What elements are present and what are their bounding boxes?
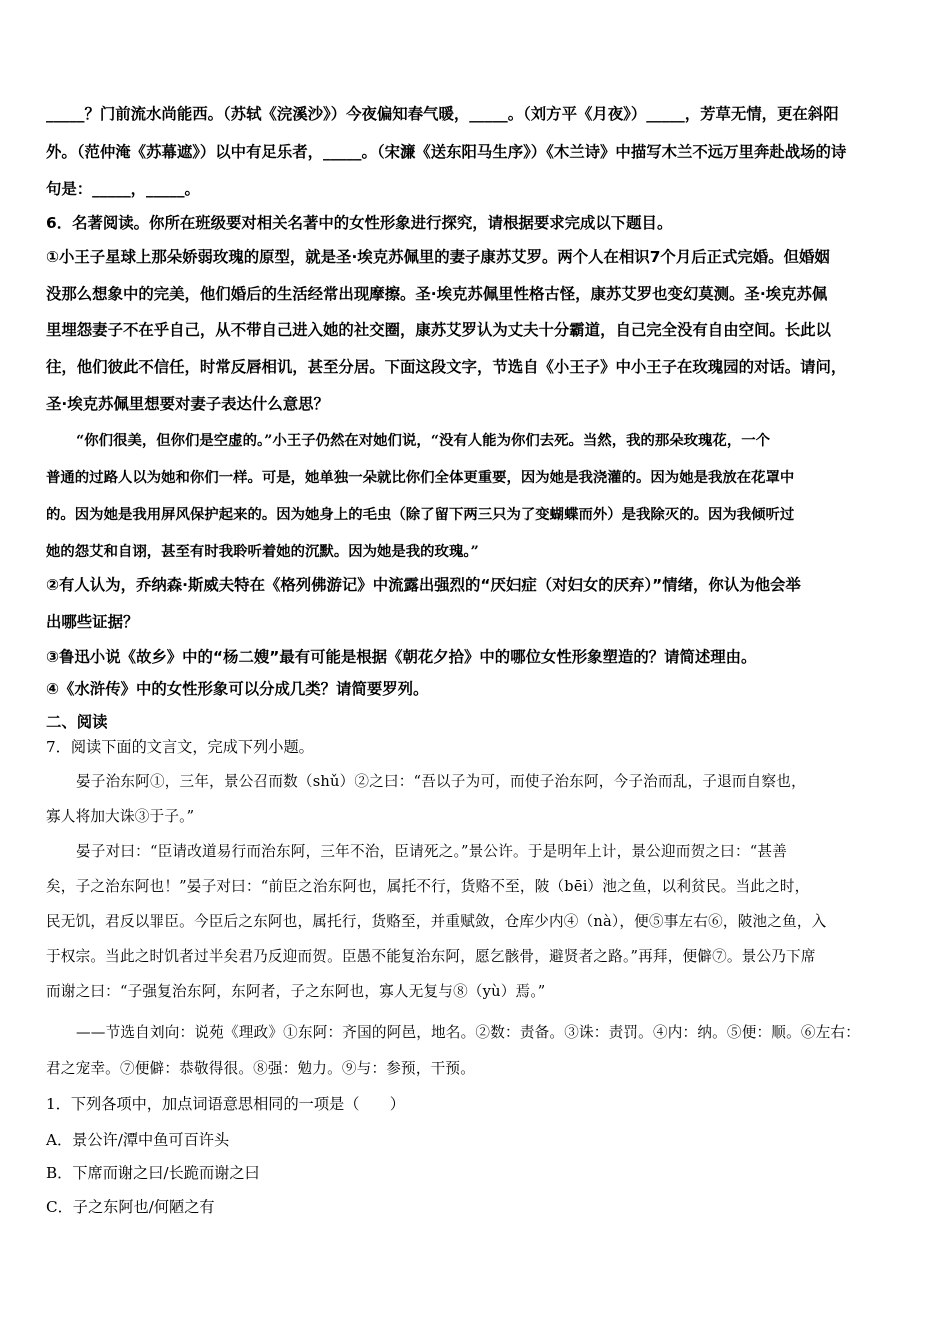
section-heading: 二、阅读 xyxy=(46,713,108,731)
notes-line: ——节选自刘向：说苑《理政》①东阿：齐国的阿邑，地名。②数：责备。③诛：责罚。④内：纳。⑤便：顺。⑥左右： xyxy=(76,1024,861,1041)
q6-p1-line: 里埋怨妻子不在乎自己，从不带自己进入她的社交圈，康苏艾罗认为丈夫十分霸道，自己完全没有自由空间。长此以 xyxy=(46,321,831,339)
q6-p1-line: ①小王子星球上那朵娇弱玫瑰的原型，就是圣·埃克苏佩里的妻子康苏艾罗。两个人在相识7个月后正式完婚。但婚姻 xyxy=(46,248,830,266)
passage-line: 晏子对曰：“臣请改道易行而治东阿，三年不治，臣请死之。”景公许。于是明年上计，景公迎而贺之曰：“甚善 xyxy=(76,843,787,860)
passage-line: 于权宗。当此之时饥者过半矣君乃反迎而贺。臣愚不能复治东阿，愿乞骸骨，避贤者之路。”再拜，便僻⑦。景公乃下席 xyxy=(46,948,816,965)
passage-line: 晏子治东阿①，三年，景公召而数（shǔ）②之曰：“吾以子为可，而使子治东阿，今子治而乱，子退而自察也， xyxy=(76,773,806,790)
notes-line: 君之宠幸。⑦便僻：恭敬得很。⑧强：勉力。⑨与：参预，干预。 xyxy=(46,1060,476,1077)
passage-line: 寡人将加大诛③于子。” xyxy=(46,808,195,825)
passage-line: 矣，子之治东阿也！”晏子对曰：“前臣之治东阿也，属托不行，货赂不至，陂（bēi）池之鱼，以利贫民。当此之时， xyxy=(46,878,810,895)
q6-p1-line: 往，他们彼此不信任，时常反唇相讥，甚至分居。下面这段文字，节选自《小王子》中小王子在玫瑰园的对话。请问， xyxy=(46,358,847,376)
q6-p1-line: 没那么想象中的完美，他们婚后的生活经常出现摩擦。圣·埃克苏佩里性格古怪，康苏艾罗也变幻莫测。圣·埃克苏佩 xyxy=(46,285,828,303)
q5-line-3: 句是：_____，_____。 xyxy=(46,180,200,198)
sub-question-1: 1．下列各项中，加点词语意思相同的一项是（ ） xyxy=(46,1095,405,1113)
q6-title: 6．名著阅读。你所在班级要对相关名著中的女性形象进行探究，请根据要求完成以下题目。 xyxy=(46,214,673,232)
q6-p2-line: ②有人认为，乔纳森·斯威夫特在《格列佛游记》中流露出强烈的“厌妇症（对妇女的厌弃）”情绪，你认为他会举 xyxy=(46,576,801,594)
q6-quote-line: “你们很美，但你们是空虚的。”小王子仍然在对她们说，“没有人能为你们去死。当然，我的那朵玫瑰花，一个 xyxy=(76,432,770,449)
q7-title: 7．阅读下面的文言文，完成下列小题。 xyxy=(46,738,314,756)
q5-line-2: 外。（范仲淹《苏幕遮》）以中有足乐者，_____。（宋濂《送东阳马生序》）《木兰诗》中描写木兰不远万里奔赴战场的诗 xyxy=(46,143,847,161)
q6-p4: ④《水浒传》中的女性形象可以分成几类？请简要罗列。 xyxy=(46,680,429,698)
option-c: C．子之东阿也/何陋之有 xyxy=(46,1198,215,1216)
q6-p3: ③鲁迅小说《故乡》中的“杨二嫂”最有可能是根据《朝花夕拾》中的哪位女性形象塑造的？请简述理由。 xyxy=(46,648,757,666)
passage-line: 民无饥，君反以罪臣。今臣后之东阿也，属托行，货赂至，并重赋敛，仓库少内④（nà），便⑤事左右⑥，陂池之鱼，入 xyxy=(46,913,827,930)
q6-quote-line: 的。因为她是我用屏风保护起来的。因为她身上的毛虫（除了留下两三只为了变蝴蝶而外）是我除灭的。因为我倾听过 xyxy=(46,506,795,523)
q6-quote-line: 她的怨艾和自诩，甚至有时我聆听着她的沉默。因为她是我的玫瑰。” xyxy=(46,543,479,560)
q6-p2-line: 出哪些证据？ xyxy=(46,613,139,631)
q6-quote-line: 普通的过路人以为她和你们一样。可是，她单独一朵就比你们全体更重要，因为她是我浇灌的。因为她是我放在花罩中 xyxy=(46,469,795,486)
q6-p1-line: 圣·埃克苏佩里想要对妻子表达什么意思？ xyxy=(46,395,329,413)
q5-line-1: _____？门前流水尚能西。（苏轼《浣溪沙》）今夜偏知春气暖，_____。（刘方平《月夜》）_____，芳草无情，更在斜阳 xyxy=(46,105,839,123)
passage-line: 而谢之曰：“子强复治东阿，东阿者，子之东阿也，寡人无复与⑧（yù）焉。” xyxy=(46,983,546,1000)
option-a: A．景公许/潭中鱼可百许头 xyxy=(46,1131,230,1149)
option-b: B．下席而谢之曰/长跪而谢之曰 xyxy=(46,1164,260,1182)
